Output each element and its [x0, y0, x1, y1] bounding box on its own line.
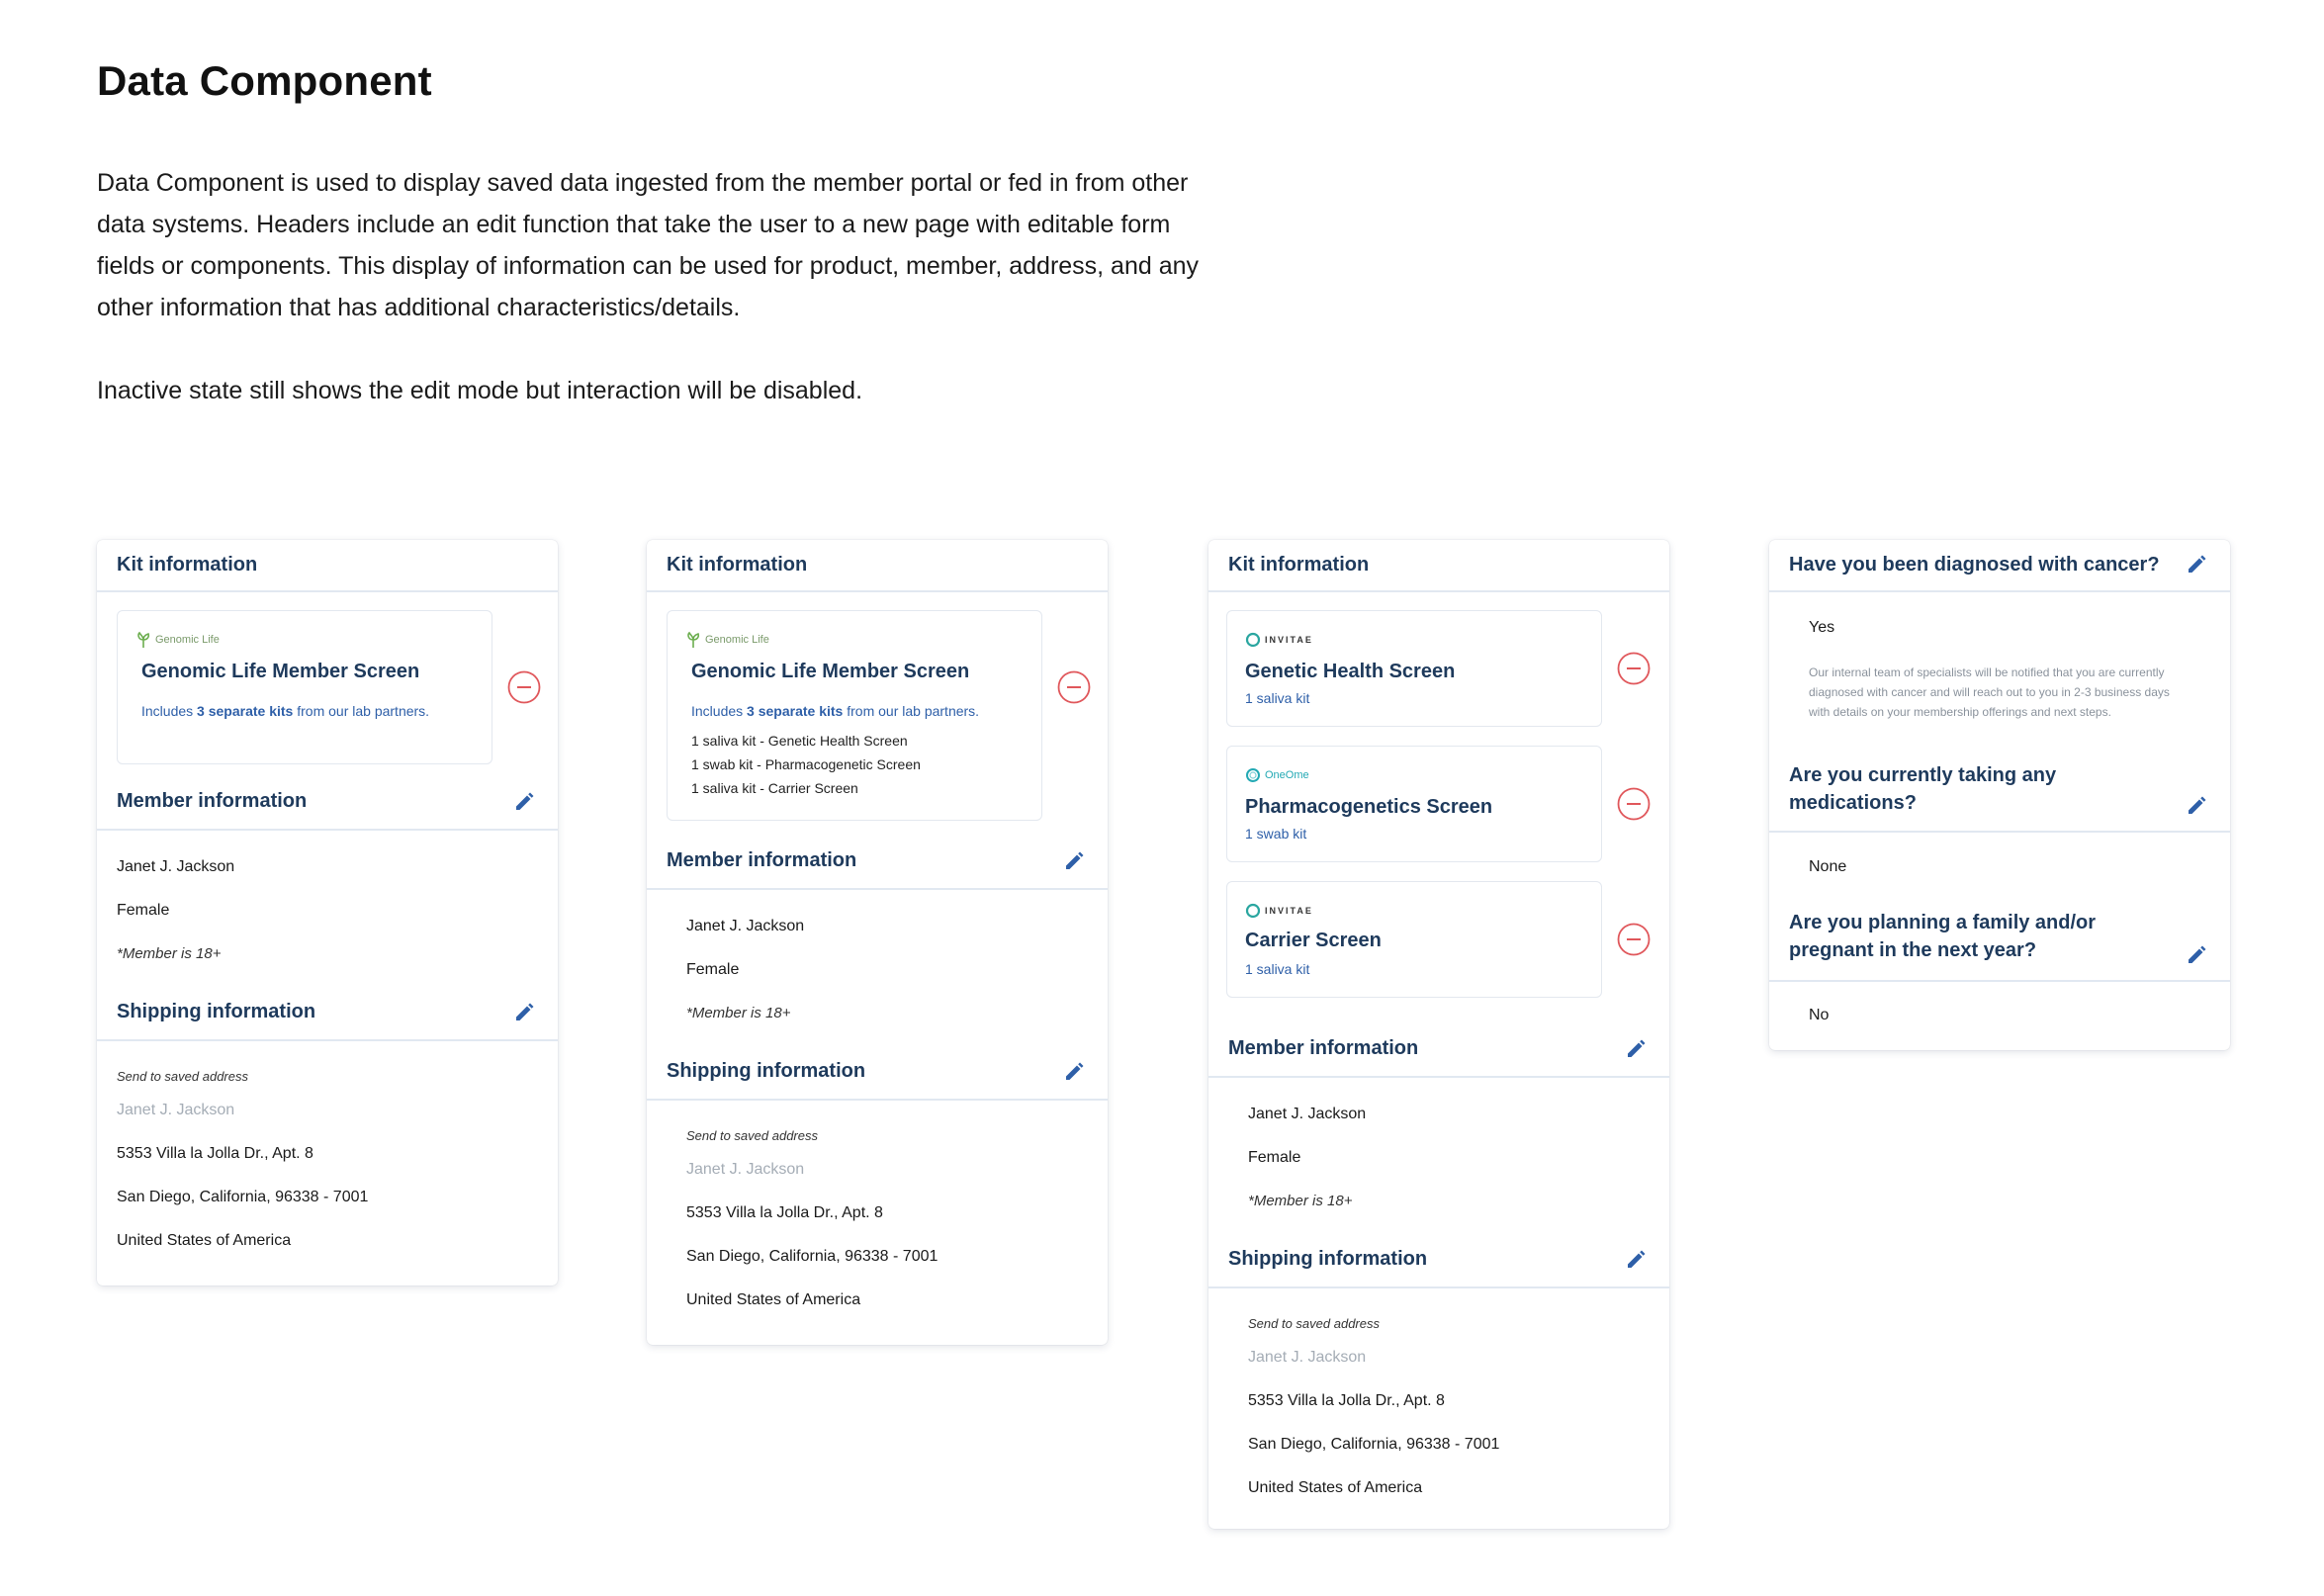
- question-title: Are you planning a family and/or: [1789, 912, 2097, 933]
- questions-card: [1769, 540, 2230, 1050]
- kit-info-header: [647, 540, 1108, 592]
- kit-subtitle: Includes 3 separate kits from our lab partners.: [141, 703, 430, 719]
- section-title: Shipping information: [667, 1060, 866, 1082]
- answer-note-line: Our internal team of specialists will be notified that you are currently: [1809, 665, 2165, 679]
- remove-kit-button[interactable]: [1617, 787, 1651, 821]
- answer-value: None: [1809, 858, 1847, 875]
- pencil-icon[interactable]: [2186, 795, 2207, 817]
- member-gender: Female: [686, 961, 740, 978]
- shipping-name: Janet J. Jackson: [117, 1102, 235, 1118]
- shipping-name: Janet J. Jackson: [1248, 1349, 1367, 1366]
- shipping-line1: 5353 Villa la Jolla Dr., Apt. 8: [686, 1204, 883, 1221]
- member-name: Janet J. Jackson: [686, 918, 805, 934]
- remove-kit-button[interactable]: [1617, 652, 1651, 685]
- kit-card-genetic-health: [1226, 610, 1602, 727]
- invitae-logo: [1245, 631, 1313, 649]
- kit-info-header: [97, 540, 558, 592]
- shipping-info-header: [647, 1047, 1108, 1101]
- section-title: Member information: [667, 849, 857, 871]
- shipping-label: Send to saved address: [1248, 1316, 1380, 1331]
- pencil-icon[interactable]: [1625, 1038, 1647, 1060]
- section-title: Member information: [117, 790, 308, 812]
- member-info-header: [97, 777, 558, 831]
- section-title: Shipping information: [1228, 1248, 1428, 1270]
- pencil-icon[interactable]: [2186, 554, 2207, 576]
- pencil-icon[interactable]: [513, 791, 535, 813]
- member-gender: Female: [1248, 1149, 1301, 1166]
- remove-kit-button[interactable]: [1057, 670, 1091, 704]
- shipping-line1: 5353 Villa la Jolla Dr., Apt. 8: [1248, 1392, 1445, 1409]
- kit-name: Pharmacogenetics Screen: [1245, 796, 1493, 818]
- kit-info-header: [1208, 540, 1669, 592]
- pencil-icon[interactable]: [513, 1002, 535, 1023]
- question-header-cancer: [1769, 540, 2230, 592]
- answer-value: No: [1809, 1007, 1830, 1023]
- logo-text: Genomic Life: [705, 634, 769, 646]
- member-gender: Female: [117, 902, 170, 919]
- kit-card-genomic: [667, 610, 1042, 821]
- kit-subtitle: 1 saliva kit: [1245, 690, 1310, 706]
- logo-text: OneOme: [1265, 769, 1309, 781]
- pencil-icon[interactable]: [1063, 850, 1085, 872]
- section-title: Shipping information: [117, 1001, 316, 1022]
- ring-icon: [1245, 903, 1261, 919]
- question-title: pregnant in the next year?: [1789, 939, 2037, 961]
- question-title: Are you currently taking any: [1789, 764, 2057, 786]
- kit-line: 1 swab kit - Pharmacogenetic Screen: [691, 756, 921, 772]
- answer-value: Yes: [1809, 619, 1835, 636]
- page-description: Data Component is used to display saved data ingested from the member portal or fed in from other data systems. Headers include an edit function that take the user to a new page with editable form fields or components. This display of information can be used for product, member, address, and any other information that has additional characteristics/details.: [97, 169, 1200, 321]
- kit-line: 1 saliva kit - Carrier Screen: [691, 780, 858, 796]
- kit-card-pharmacogenetics: [1226, 746, 1602, 862]
- kit-line: 1 saliva kit - Genetic Health Screen: [691, 733, 908, 749]
- shipping-country: United States of America: [117, 1232, 292, 1249]
- remove-kit-button[interactable]: [507, 670, 541, 704]
- shipping-line2: San Diego, California, 96338 - 7001: [686, 1248, 939, 1265]
- kit-name: Genetic Health Screen: [1245, 661, 1456, 682]
- genomic-life-logo: [685, 631, 769, 649]
- shipping-country: United States of America: [686, 1291, 861, 1308]
- member-age-note: *Member is 18+: [686, 1005, 791, 1021]
- remove-kit-button[interactable]: [1617, 923, 1651, 956]
- question-title: medications?: [1789, 792, 1917, 814]
- kit-subtitle: Includes 3 separate kits from our lab partners.: [691, 703, 980, 719]
- member-info-header: [647, 837, 1108, 890]
- shipping-label: Send to saved address: [686, 1128, 818, 1143]
- shipping-name: Janet J. Jackson: [686, 1161, 805, 1178]
- logo-text: INVITAE: [1265, 635, 1313, 645]
- section-title: Member information: [1228, 1037, 1419, 1059]
- section-title: Kit information: [117, 554, 258, 576]
- question-header-medications: [1769, 752, 2230, 833]
- member-info-header: [1208, 1024, 1669, 1078]
- kit-name: Genomic Life Member Screen: [141, 661, 420, 682]
- kits-link[interactable]: 3 separate kits: [197, 703, 294, 719]
- kit-subtitle: 1 swab kit: [1245, 826, 1307, 842]
- kit-subtitle: 1 saliva kit: [1245, 961, 1310, 977]
- kit-name: Genomic Life Member Screen: [691, 661, 970, 682]
- member-name: Janet J. Jackson: [1248, 1106, 1367, 1122]
- logo-text: Genomic Life: [155, 634, 220, 646]
- shipping-label: Send to saved address: [117, 1069, 248, 1084]
- member-name: Janet J. Jackson: [117, 858, 235, 875]
- shipping-line2: San Diego, California, 96338 - 7001: [1248, 1436, 1500, 1453]
- shipping-line1: 5353 Villa la Jolla Dr., Apt. 8: [117, 1145, 313, 1162]
- pencil-icon[interactable]: [1063, 1061, 1085, 1083]
- answer-note-line: with details on your membership offerings and next steps.: [1809, 705, 2111, 719]
- shipping-info-header: [1208, 1235, 1669, 1288]
- question-header-family: [1769, 899, 2230, 982]
- genomic-life-logo: [135, 631, 220, 649]
- leaf-icon: [685, 631, 701, 649]
- kit-name: Carrier Screen: [1245, 930, 1382, 951]
- member-age-note: *Member is 18+: [117, 945, 222, 962]
- logo-text: INVITAE: [1265, 906, 1313, 916]
- page-title: Data Component: [97, 57, 432, 104]
- shipping-info-header: [97, 988, 558, 1041]
- oneome-logo: [1245, 766, 1309, 784]
- question-title: Have you been diagnosed with cancer?: [1789, 554, 2160, 576]
- section-title: Kit information: [667, 554, 808, 576]
- answer-note-line: diagnosed with cancer and will reach out to you in 2-3 business days: [1809, 685, 2170, 699]
- ring-icon: [1245, 632, 1261, 648]
- pencil-icon[interactable]: [1625, 1249, 1647, 1271]
- kit-card-carrier: [1226, 881, 1602, 998]
- member-age-note: *Member is 18+: [1248, 1193, 1353, 1209]
- kits-link[interactable]: 3 separate kits: [747, 703, 844, 719]
- shipping-country: United States of America: [1248, 1479, 1423, 1496]
- data-card-2: [647, 540, 1108, 1345]
- leaf-icon: [135, 631, 151, 649]
- data-card-1: [97, 540, 558, 1286]
- section-title: Kit information: [1228, 554, 1370, 576]
- pencil-icon[interactable]: [2186, 944, 2207, 966]
- shipping-line2: San Diego, California, 96338 - 7001: [117, 1189, 369, 1205]
- kit-card-genomic: [117, 610, 492, 764]
- invitae-logo: [1245, 902, 1313, 920]
- ring-icon: [1245, 767, 1261, 783]
- inactive-note: Inactive state still shows the edit mode but interaction will be disabled.: [97, 377, 863, 404]
- data-card-3: [1208, 540, 1669, 1529]
